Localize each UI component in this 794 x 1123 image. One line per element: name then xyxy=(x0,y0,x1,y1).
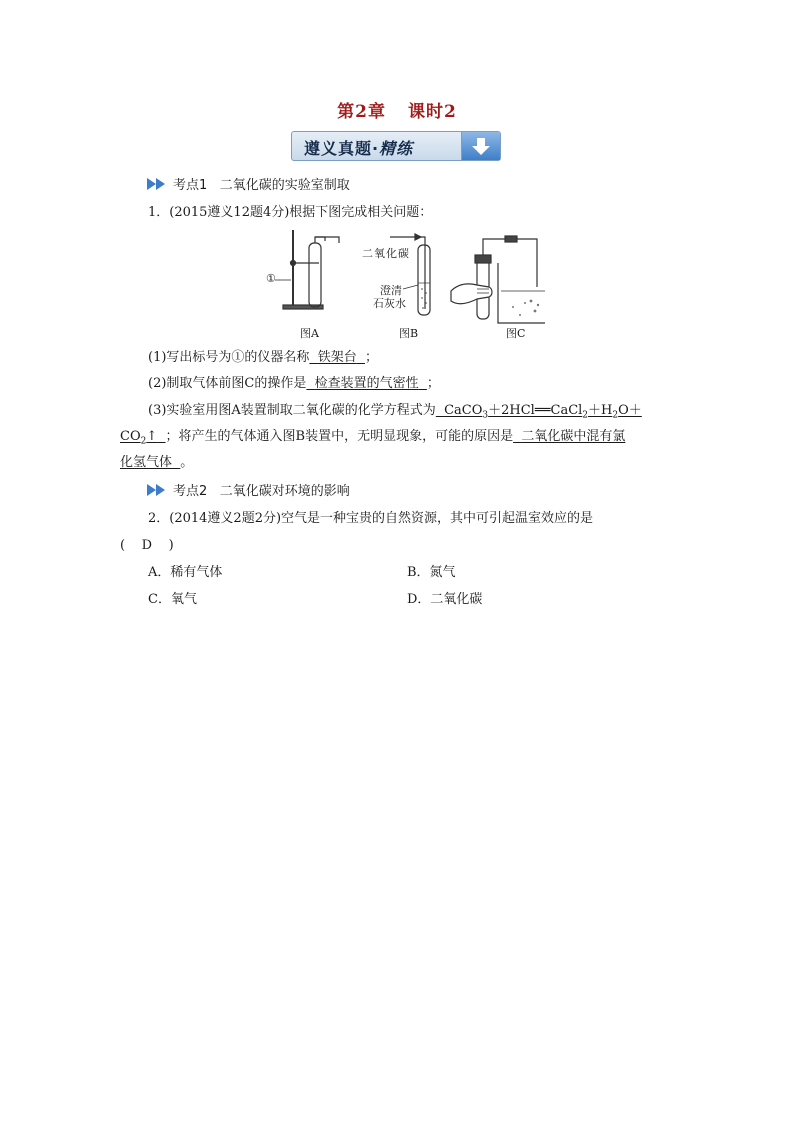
exam-point-1: 考点1 二氧化碳的实验室制取 xyxy=(147,177,350,195)
question-2-stem: 2．(2014遵义2题2分)空气是一种宝贵的自然资源，其中可引起温室效应的是 xyxy=(148,511,594,526)
question-1-part-1: (1)写出标号为①的仪器名称 铁架台 ； xyxy=(148,350,378,365)
option-b: B．氮气 xyxy=(407,565,456,580)
double-triangle-icon xyxy=(147,178,167,190)
option-a: A．稀有气体 xyxy=(148,565,223,580)
chapter-label: 第2章 xyxy=(337,102,386,122)
figure-label-limewater-2: 石灰水 xyxy=(373,297,406,310)
question-1-stem: 1．(2015遵义12题4分)根据下图完成相关问题： xyxy=(148,205,433,220)
question-1-part-3-cont: $CO_2↑$ ；将产生的气体通入图B装置中，无明显现象，可能的原因是 二氧化碳中混有氯 xyxy=(120,429,626,447)
caption-figure-c: 图C xyxy=(506,327,526,340)
answer-1-3-reason: 二氧化碳中混有氯 xyxy=(521,429,626,444)
banner-title: 遵义真题·精练 xyxy=(304,139,414,158)
section-banner xyxy=(291,131,501,161)
question-1-part-2: (2)制取气体前图C的操作是 检查装置的气密性 ； xyxy=(148,376,440,391)
exam-point-2: 考点2 二氧化碳对环境的影响 xyxy=(147,483,350,501)
lesson-label: 课时2 xyxy=(408,102,457,122)
page-title xyxy=(0,97,794,122)
figure-label-co2: 二氧化碳 xyxy=(362,247,410,260)
question-1-part-3-end: 化氢气体 。 xyxy=(120,455,194,470)
caption-figure-b: 图B xyxy=(399,327,419,340)
answer-1-1: 铁架台 xyxy=(317,350,357,365)
option-c: C．氧气 xyxy=(148,592,197,607)
answer-1-3-equation: $CaCO_3+2HCl══CaCl_2+H_2O+$ xyxy=(444,403,642,421)
answer-2: D xyxy=(141,538,153,553)
caption-figure-a: 图A xyxy=(300,327,319,340)
option-d: D．二氧化碳 xyxy=(407,592,483,607)
double-triangle-icon xyxy=(147,484,167,496)
question-2-answer: ( D ) xyxy=(120,538,174,553)
answer-1-2: 检查装置的气密性 xyxy=(314,376,419,391)
down-arrow-icon xyxy=(461,132,500,160)
figure-label-limewater-1: 澄清 xyxy=(380,284,402,297)
question-1-part-3: (3)实验室用图A装置制取二氧化碳的化学方程式为 $CaCO_3+2HCl══CaCl_2+H_2O+$ xyxy=(148,403,642,421)
figure-marker-1: ① xyxy=(266,272,276,285)
